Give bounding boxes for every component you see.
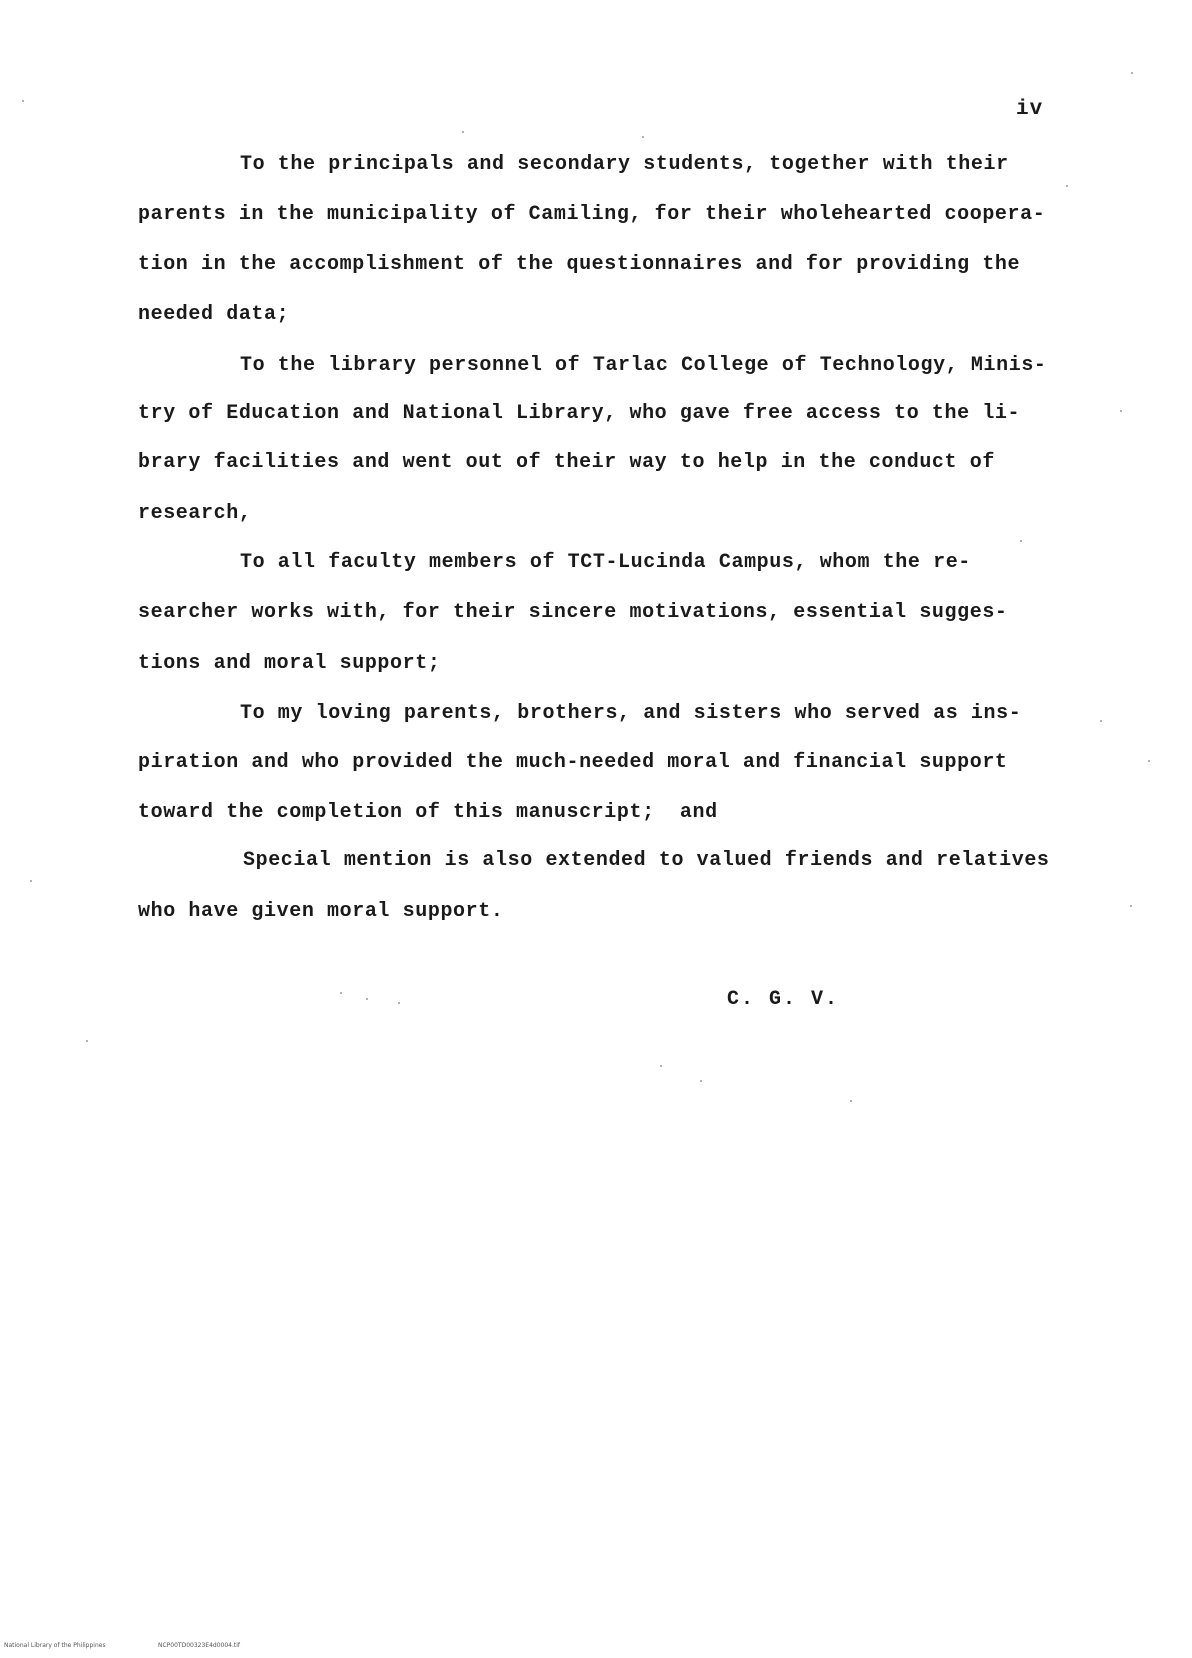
text-line: needed data; (138, 303, 290, 326)
scan-speck (642, 136, 644, 138)
scan-speck (1100, 720, 1102, 722)
text-line: tion in the accomplishment of the questionnaires and for providing the (138, 253, 1021, 276)
text-line: To all faculty members of TCT-Lucinda Campus, whom the re- (240, 551, 971, 574)
text-line: research, (138, 502, 252, 525)
footer-source: National Library of the Philippines (4, 1642, 106, 1649)
scan-speck (22, 100, 24, 102)
scan-speck (398, 1002, 400, 1004)
text-line: Special mention is also extended to valued friends and relatives (243, 849, 1050, 872)
scan-speck (1148, 760, 1150, 762)
scan-speck (1130, 905, 1132, 907)
signature-initials: C. G. V. (727, 988, 840, 1011)
scan-speck (86, 1040, 88, 1042)
scan-speck (30, 880, 32, 882)
text-line: brary facilities and went out of their way to help in the conduct of (138, 451, 995, 474)
text-line: who have given moral support. (138, 900, 504, 923)
scan-speck (366, 998, 368, 1000)
scan-speck (660, 1065, 662, 1067)
scan-speck (1120, 410, 1122, 412)
text-line: toward the completion of this manuscript; and (138, 801, 718, 824)
scan-speck (462, 131, 464, 133)
scan-speck (1020, 540, 1022, 542)
text-line: tions and moral support; (138, 652, 441, 675)
text-line: piration and who provided the much-needed moral and financial support (138, 751, 1008, 774)
text-line: To the library personnel of Tarlac College of Technology, Minis- (240, 354, 1047, 377)
footer-file-id: NCP00TD00323E4d0004.tif (158, 1642, 241, 1649)
text-line: To the principals and secondary students, together with their (240, 153, 1009, 176)
scan-footer (0, 1638, 1192, 1658)
text-line: try of Education and National Library, who gave free access to the li- (138, 402, 1021, 425)
scan-speck (340, 992, 342, 994)
scan-speck (1066, 185, 1068, 187)
text-line: searcher works with, for their sincere motivations, essential sugges- (138, 601, 1008, 624)
scan-speck (850, 1100, 852, 1102)
page-number: iv (1016, 98, 1044, 121)
scan-speck (700, 1080, 702, 1082)
text-line: parents in the municipality of Camiling, for their wholehearted coopera- (138, 203, 1046, 226)
scan-speck (1131, 72, 1133, 74)
text-line: To my loving parents, brothers, and sisters who served as ins- (240, 702, 1022, 725)
